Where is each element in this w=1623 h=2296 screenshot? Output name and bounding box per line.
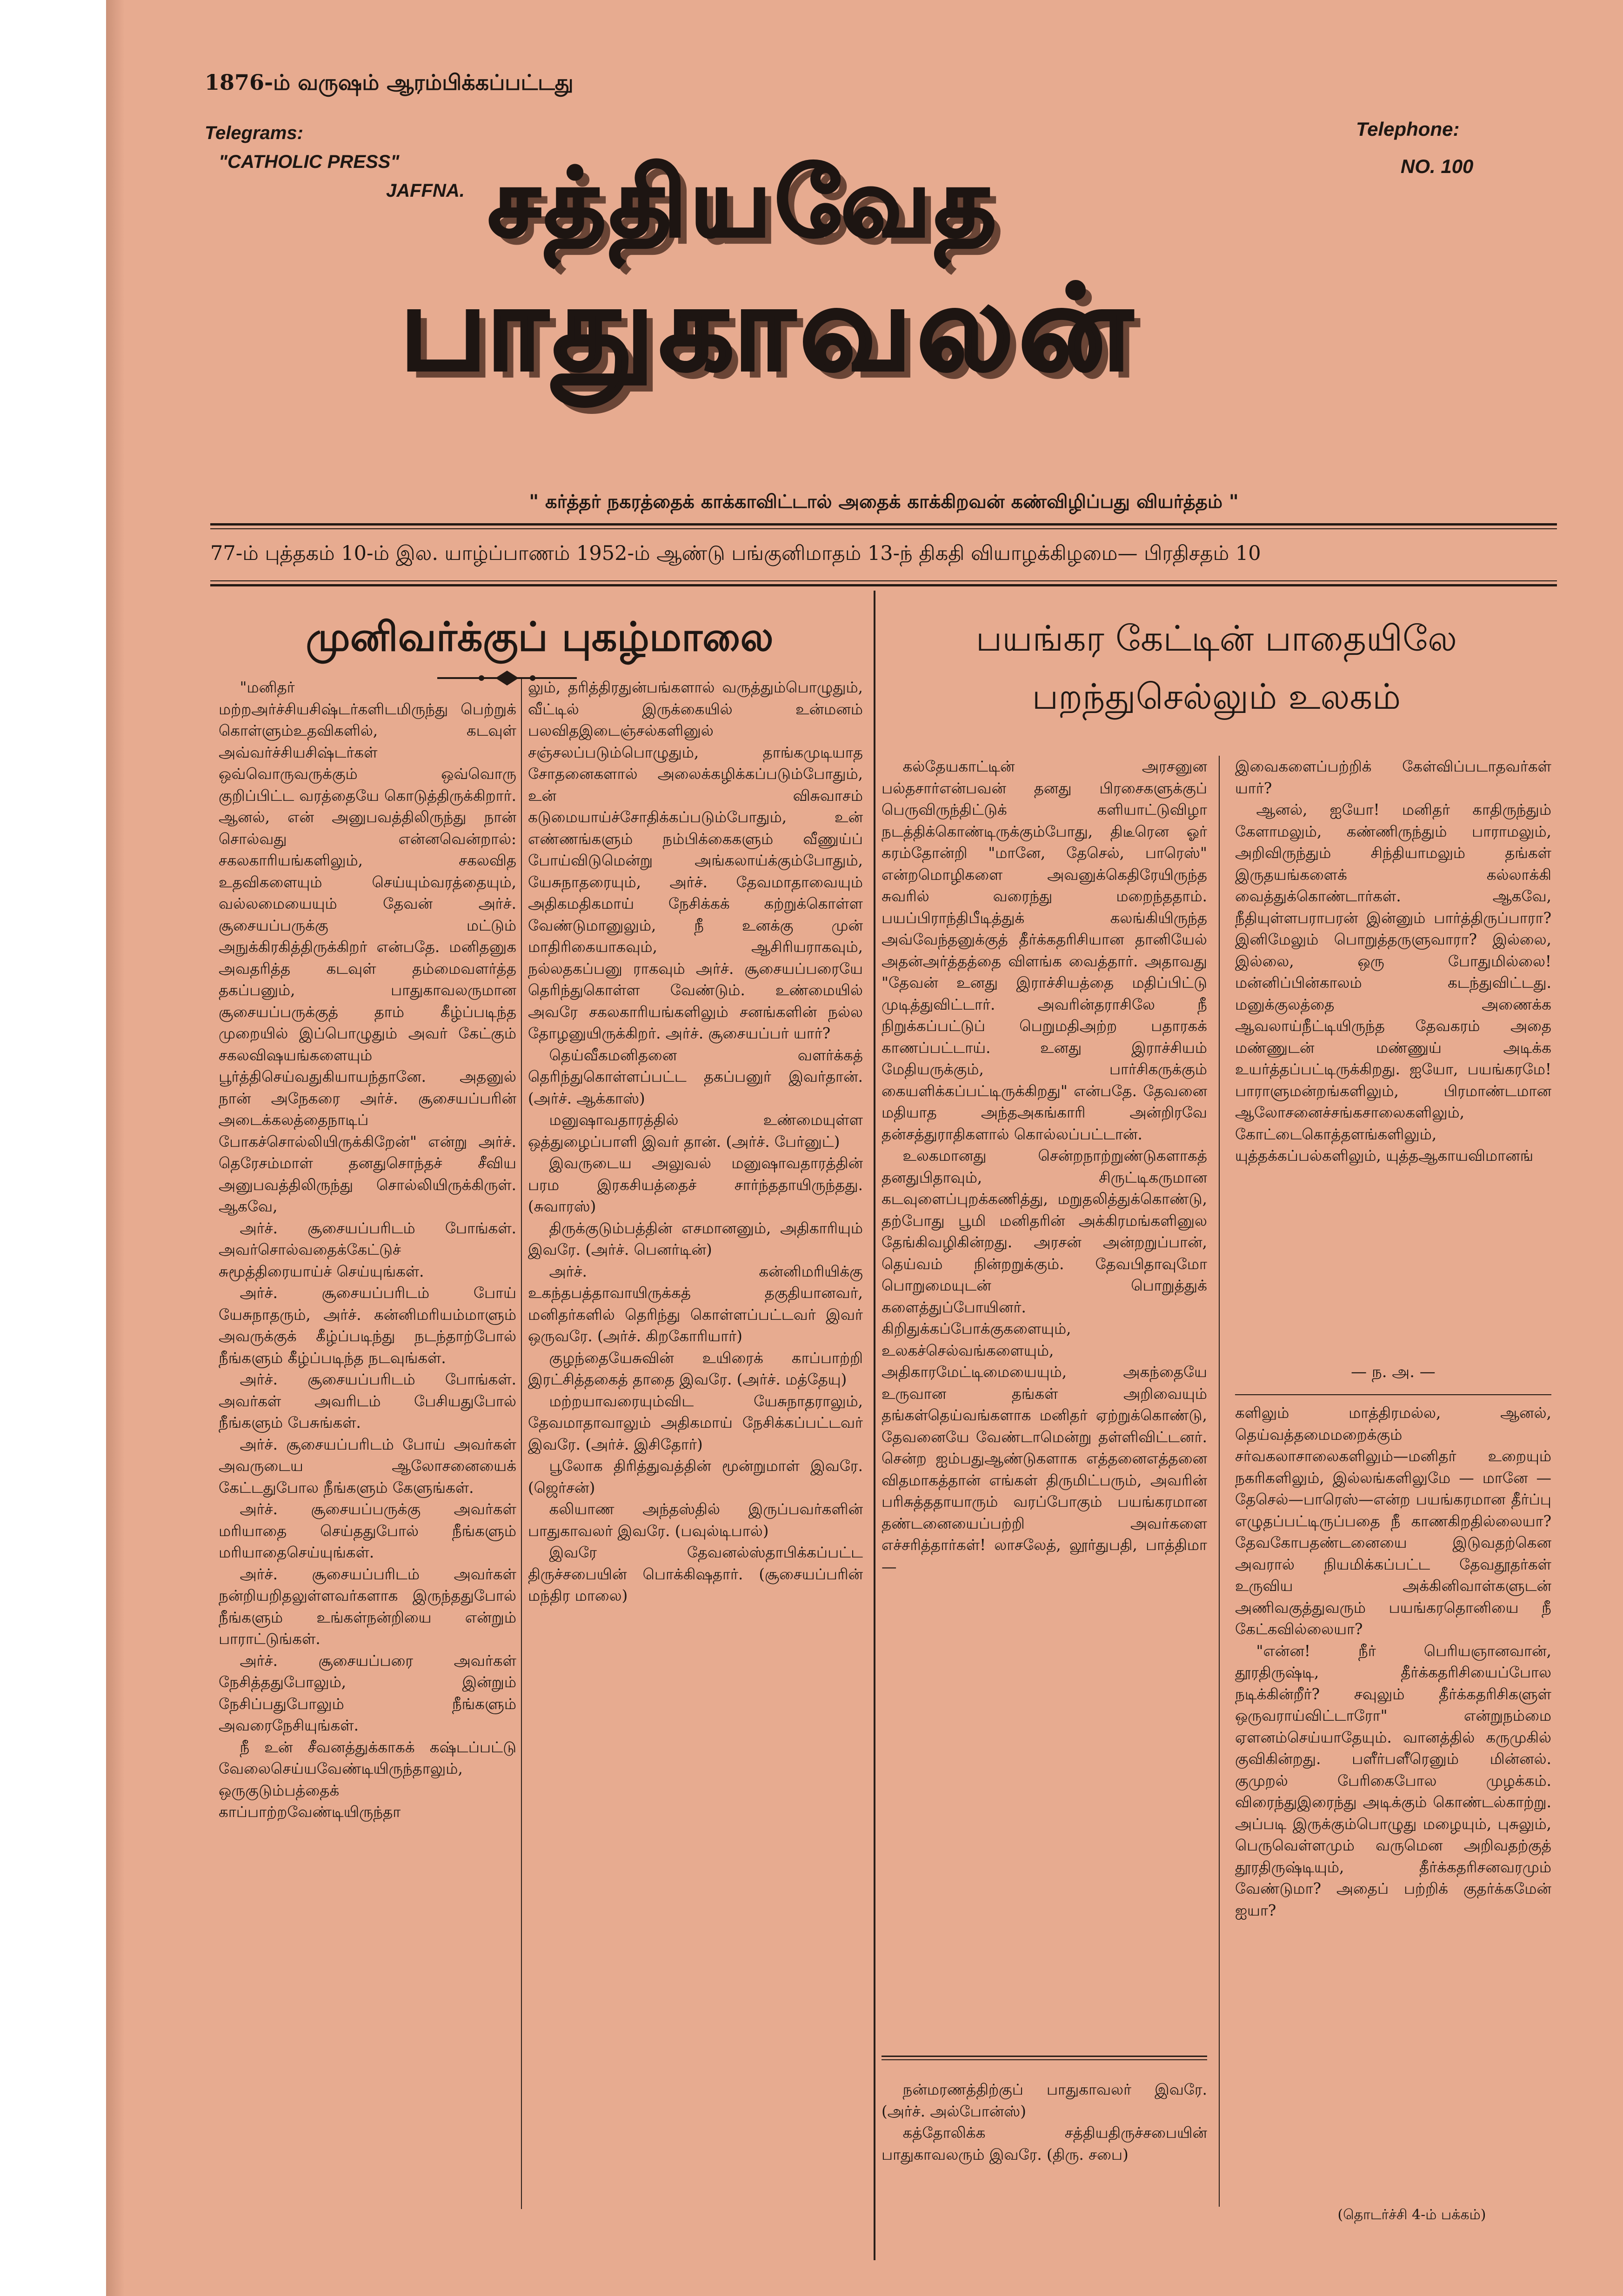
telegrams-line1: "CATHOLIC PRESS" bbox=[219, 152, 400, 172]
masthead-line1: சத்தியவேத bbox=[488, 149, 1001, 257]
paragraph: அர்ச். சூசையப்பருக்கு அவர்கள் மரியாதை செய்ததுபோல் நீங்களும் மரியாதைசெய்யுங்கள். bbox=[219, 1500, 516, 1561]
paragraph: மற்றயாவரையும்விட யேசுநாதராலும், தேவமாதாவாலும் அதிகமாய் நேசிக்கப்பட்டவர் இவரே. (அர்ச். இசிதோர்) bbox=[528, 1392, 863, 1453]
column-break-rule bbox=[882, 2056, 1207, 2057]
masthead-line2: பாதுகாவலன் bbox=[400, 260, 1138, 396]
continued-note: (தொடர்ச்சி 4-ம் பக்கம்) bbox=[1337, 2207, 1486, 2223]
paragraph: அர்ச். சூசையப்பரிடம் போங்கள். அவர்சொல்வதைக்கேட்டுச் சுமூத்திரையாய்ச் செய்யுங்கள். bbox=[219, 1219, 516, 1280]
main-column-divider bbox=[874, 591, 875, 2260]
right-article-column-1 bbox=[882, 756, 1207, 2035]
paragraph: கல்தேயகாட்டின் அரசனுன பல்தசார்என்பவன் தனது பிரசைகளுக்குப் பெருவிருந்திட்டுக் களியாட்டுவிழா நடத்திக்கொண்டிருக்கும்போது, திடீரென ஓர் கரம்தோன்றி "மானே, தேசெல், பாரெஸ்" என்றமொழிகளை அவனுக்கெதிரேயிருந்த சுவரில் வரைந்து மறைந்ததாம். பயப்பிராந்திபீடித்துக் கலங்கியிருந்த அவ்வேந்தனுக்குத் தீர்க்கதரிசியான தானியேல் அதன்அர்த்தத்தை விளங்க வைத்தார். அதாவது "தேவன் உனது இராச்சியத்தை மதிப்பிட்டு முடித்துவிட்டார். அவரின்தராசிலே நீ நிறுக்கப்பட்டுப் பெறுமதிஅற்ற பதாரகக் காணப்பட்டாய். உனது இராச்சியம் மேதியருக்கும், பார்சிகருக்கும் கையளிக்கப்பட்டிருக்கிறது" என்பதே. தேவனை மதியாத அந்தஅகங்காரி அன்றிரவே தன்சத்துராதிகளால் கொல்லப்பட்டான். bbox=[882, 758, 1207, 1143]
established-note: 1876-ம் வருஷம் ஆரம்பிக்கப்பட்டது bbox=[205, 70, 574, 95]
paragraph: அர்ச். சூசையப்பரை அவர்கள் நேசித்ததுபோலும், இன்றும் நேசிப்பதுபோலும் நீங்களும் அவரைநேசியுங்கள். bbox=[219, 1651, 516, 1734]
column-break-rule-thin bbox=[882, 2059, 1207, 2060]
left-article-continuation bbox=[882, 2079, 1207, 2228]
telephone-label: Telephone: bbox=[1356, 118, 1460, 140]
paragraph: அர்ச். சூசையப்பரிடம் போங்கள். அவர்கள் அவரிடம் பேசியதுபோல் நீங்களும் பேசுங்கள். bbox=[219, 1371, 516, 1431]
page-edge-shadow bbox=[106, 0, 125, 2296]
rule-bottom-1 bbox=[210, 580, 1557, 581]
rule-bottom-2 bbox=[210, 584, 1557, 586]
paragraph: கலியாண அந்தஸ்தில் இருப்பவர்களின் பாதுகாவலர் இவரே. (பவுல்டிபால்) bbox=[528, 1500, 863, 1540]
paragraph: அர்ச். கன்னிமரியிக்கு உகந்தபத்தாவாயிருக்கத் தகுதியானவர், மனிதர்களில் தெரிந்து கொள்ளப்பட்டவர் இவர் ஒருவரே. (அர்ச். கிறகோரியார்) bbox=[528, 1262, 863, 1345]
paragraph: நீ உன் சீவனத்துக்காகக் கஷ்டப்பட்டு வேலைசெய்யவேண்டியிருந்தாலும், ஒருகுடும்பத்தைக் காப்பாற்றவேண்டியிருந்தா bbox=[219, 1738, 516, 1821]
telegrams-label: Telegrams: bbox=[205, 123, 303, 143]
paragraph: நன்மரணத்திற்குப் பாதுகாவலர் இவரே. (அர்ச். அல்போன்ஸ்) bbox=[882, 2081, 1207, 2120]
left-column-divider bbox=[521, 679, 522, 2209]
paragraph: களிலும் மாத்திரமல்ல, ஆனல், தெய்வத்தமைமறைக்கும் சர்வகலாசாலைகளிலும்—மனிதர் உறையும் நகரிகளிலும், இல்லங்களிலுமே — மானே — தேசெல்—பாரெஸ்—என்ற பயங்கரமான தீர்ப்பு எழுதப்பட்டிருப்பதை நீ காணகிறதில்லையா? தேவகோபதண்டனையை இடுவதற்கென அவரால் நியமிக்கப்பட்ட தேவதூதர்கள் உருவிய அக்கினிவாள்களுடன் அணிவகுத்துவரும் பயங்கரதொனியை நீ கேட்கவில்லையா? bbox=[1235, 1404, 1551, 1638]
signature-rule bbox=[1235, 1394, 1551, 1395]
paragraph: அர்ச். சூசையப்பரிடம் போய் யேசுநாதரும், அர்ச். கன்னிமரியம்மாளும் அவருக்குக் கீழ்ப்படிந்து நடந்தாற்போல் நீங்களும் கீழ்ப்படிந்த நடவுங்கள். bbox=[219, 1284, 516, 1367]
rule-top-2 bbox=[210, 528, 1557, 529]
telegrams-line2: JAFFNA. bbox=[386, 180, 465, 201]
paragraph: ஆனல், ஐயோ! மனிதர் காதிருந்தும் கேளாமலும், கண்ணிருந்தும் பாராமலும், அறிவிருந்தும் சிந்தியாமலும் தங்கள் இருதயங்களைக் கல்லாக்கி வைத்துக்கொண்டார்கள். ஆகவே, நீதியுள்ளபராபரன் இன்னும் பார்த்திருப்பாரா? இனிமேலும் பொறுத்தருளுவாரா? இல்லை, இல்லை, ஒரு போதுமில்லை! மன்னிப்பின்காலம் கடந்துவிட்டது. மனுக்குலத்தை அணைக்க ஆவலாய்நீட்டியிருந்த தேவகரம் அதை மண்ணுடன் மண்ணுய் அடிக்க உயர்த்தப்பட்டிருக்கிறது. ஐயோ, பயங்கரமே! பாராளுமன்றங்களிலும், பிரமாண்டமான ஆலோசனைச்சங்கசாலைகளிலும், கோட்டைகொத்தளங்களிலும், யுத்தக்கப்பல்களிலும், யுத்தஆகாயவிமானங் bbox=[1235, 801, 1551, 1165]
dateline: 77-ம் புத்தகம் 10-ம் இல. யாழ்ப்பாணம் 1952-ம் ஆண்டு பங்குனிமாதம் 13-ந் திகதி வியாழக்கிழமை— பிரதிசதம் 10 bbox=[210, 542, 1261, 565]
telegrams-block bbox=[205, 119, 502, 205]
telephone-number: NO. 100 bbox=[1401, 155, 1474, 177]
article-signature: — ந. அ. — bbox=[1351, 1363, 1436, 1381]
paragraph: மனுஷாவதாரத்தில் உண்மையுள்ள ஒத்துழைப்பாளி இவர் தான். (அர்ச். பேர்னுட்) bbox=[528, 1111, 863, 1151]
paragraph: இவருடைய அலுவல் மனுஷாவதாரத்தின் பரம இரகசியத்தைச் சார்ந்ததாயிருந்தது. (சுவாரஸ்) bbox=[528, 1154, 863, 1215]
headline-right-line1: பயங்கர கேட்டின் பாதையிலே bbox=[975, 618, 1457, 659]
paragraph: திருக்குடும்பத்தின் எசமானனும், அதிகாரியும் இவரே. (அர்ச். பெனர்டின்) bbox=[528, 1219, 863, 1258]
paragraph: கத்தோலிக்க சத்தியதிருச்சபையின் பாதுகாவலரும் இவரே. (திரு. சபை) bbox=[882, 2124, 1207, 2163]
rule-top-1 bbox=[210, 523, 1557, 526]
paragraph: "மனிதர் மற்றஅர்ச்சியசிஷ்டர்களிடமிருந்து பெற்றுக் கொள்ளும்உதவிகளில், கடவுள் அவ்வர்ச்சியசிஷ்டர்கள் ஒவ்வொருவருக்கும் ஒவ்வொரு குறிப்பிட்ட வரத்தையே கொடுத்திருக்கிறார். ஆனல், என் அனுபவத்திலிருந்து நான் சொல்வது என்னவென்றால்: சகலகாரியங்களிலும், சகலவித உதவிகளையும் செய்யும்வரத்தையும், வல்லமையையும் தேவன் அர்ச். சூசையப்பருக்கு மட்டும் அநுக்கிரகித்திருக்கிறர் என்பதே. மனிதனுக அவதரித்த கடவுள் தம்மைவளர்த்த தகப்பனும், பாதுகாவலருமான சூசையப்பருக்குத் தாம் கீழ்ப்படிந்த முறையில் இப்பொழுதும் அவர் கேட்கும் சகலவிஷயங்களையும் பூர்த்திசெய்வதுகியாயந்தானே. அதனுல் நான் அநேகரை அர்ச். சூசையப்பரின் அடைக்கலத்தைநாடிப் போகச்சொல்லியிருக்கிறேன்" என்று அர்ச். தெரேசம்மாள் தனதுசொந்தச் சீவிய அனுபவத்திலிருந்து சொல்லியிருக்கிருள். ஆகவே, bbox=[219, 679, 516, 1215]
left-article-column-1 bbox=[219, 677, 516, 2044]
paragraph: தெய்வீகமனிதனை வளர்க்கத் தெரிந்துகொள்ளப்பட்ட தகப்பனுர் இவர்தான். (அர்ச். ஆக்காஸ்) bbox=[528, 1046, 863, 1107]
paragraph: பூலோக திரித்துவத்தின் மூன்றுமாள் இவரே. (ஜெர்சன்) bbox=[528, 1457, 863, 1497]
left-article-column-2 bbox=[528, 677, 863, 2197]
paragraph: உலகமானது சென்றநாற்றுண்டுகளாகத் தனதுபிதாவும், சிருட்டிகருமான கடவுளைப்புறக்கணித்து, மறுதலித்துக்கொண்டு, தற்போது பூமி மனிதரின் அக்கிரமங்களினுல தேங்கிவழிகின்றது. அரசன் அன்றறுப்பான், தெய்வம் நின்றறுக்கும். தேவபிதாவுமோ பொறுமையுடன் பொறுத்துக் களைத்துப்போயினர். கிறிதுக்கப்போக்குகளையும், உலகச்செல்வங்களையும், அதிகாரமேட்டிமையையும், அகந்தையே உருவான தங்கள் அறிவையும் தங்கள்தெய்வங்களாக மனிதர் ஏற்றுக்கொண்டு, தேவனையே வேண்டாமென்று தள்ளிவிட்டனர். சென்ற ஐம்பதுஆண்டுகளாக எத்தனைஎத்தனை விதமாகத்தான் எங்கள் திருமிட்பரும், அவரின் பரிசுத்ததாயாரும் வரப்போகும் பயங்கரமான தண்டனையைப்பற்றி அவர்களை எச்சரித்தார்கள்! லாசலேத், லூர்துபதி, பாத்திமா— bbox=[882, 1147, 1207, 1576]
paragraph: அர்ச். சூசையப்பரிடம் போய் அவர்கள் அவருடைய ஆலோசனையைக் கேட்டதுபோல நீங்களும் கேளுங்கள். bbox=[219, 1435, 516, 1497]
paragraph: குழந்தையேசுவின் உயிரைக் காப்பாற்றி இரட்சித்தகைத் தாதை இவரே. (அர்ச். மத்தேயு) bbox=[528, 1349, 863, 1388]
headline-right bbox=[884, 609, 1549, 725]
paragraph: அர்ச். சூசையப்பரிடம் அவர்கள் நன்றியறிதலுள்ளவர்களாக இருந்ததுபோல் நீங்களும் உங்கள்நன்றியை என்றும் பாராட்டுங்கள். bbox=[219, 1565, 516, 1648]
right-article-column-2 bbox=[1235, 756, 1551, 1356]
paragraph: லும், தரித்திரதுன்பங்களால் வருத்தும்பொழுதும், வீட்டில் இருக்கையில் உன்மனம் பலவிதஇடைஞ்சல்களினுல் சஞ்சலப்படும்பொழுதும், தாங்கமுடியாத சோதனைகளால் அலைக்கழிக்கப்படும்போதும், உன் விசுவாசம் கடுமையாய்ச்சோதிக்கப்படும்போதும், உன் எண்ணங்களும் நம்பிக்கைகளும் வீணுய்ப் போய்விடுமென்று அங்கலாய்க்கும்போதும், யேசுநாதரையும், அர்ச். தேவமாதாவையும் அதிகமதிகமாய் நேசிக்கக் கற்றுக்கொள்ள வேண்டுமானுலும், நீ உனக்கு முன் மாதிரிகையாகவும், ஆசிரியராகவும், நல்லதகப்பனு ராகவும் அர்ச். சூசையப்பரையே தெரிந்துகொள்ள வேண்டும். உண்மையில் அவரே சகலகாரியங்களிலும் சனங்களின் நல்ல தோழனுயிருக்கிறர். அர்ச். சூசையப்பர் யார்? bbox=[528, 679, 863, 1042]
headline-right-line2: பறந்துசெல்லும் உலகம் bbox=[1032, 676, 1401, 717]
right-article-column-3 bbox=[1235, 1402, 1551, 2209]
motto: " கர்த்தர் நகரத்தைக் காக்காவிட்டால் அதைக் காக்கிறவன் கண்விழிப்பது வியர்த்தம் " bbox=[529, 491, 1239, 512]
headline-left: முனிவர்க்குப் புகழ்மாலை bbox=[306, 614, 774, 660]
paragraph: இவரே தேவனல்ஸ்தாபிக்கப்பட்ட திருச்சபையின் பொக்கிஷதார். (சூசையப்பரின் மந்திர மாலை) bbox=[528, 1544, 863, 1604]
paragraph: "என்ன! நீர் பெரியஞானவான், தூரதிருஷ்டி, தீர்க்கதரிசியைப்போல நடிக்கின்றீர்? சவுலும் தீர்க்கதரிசிகளுள் ஒருவராய்விட்டாரோ" என்றுநம்மை ஏளனம்செய்யாதேயும். வானத்தில் கருமுகில் குவிகின்றது. பளீர்பளீரெனும் மின்னல். குமுறல் பேரிகைபோல முழக்கம். விரைந்துஇரைந்து அடிக்கும் கொண்டல்காற்று. அப்படி இருக்கும்பொழுது மழையும், புசுலும், பெருவெள்ளமும் வருமென அறிவதற்குத் தூரதிருஷ்டியும், தீர்க்கதரிசனவரமும் வேண்டுமா? அதைப் பற்றிக் குதர்க்கமேன் ஐயா? bbox=[1235, 1642, 1551, 1919]
paragraph: இவைகளைப்பற்றிக் கேள்விப்படாதவர்கள் யார்? bbox=[1235, 758, 1551, 797]
right-column-divider bbox=[1219, 756, 1220, 2207]
telephone-block bbox=[1356, 111, 1551, 185]
